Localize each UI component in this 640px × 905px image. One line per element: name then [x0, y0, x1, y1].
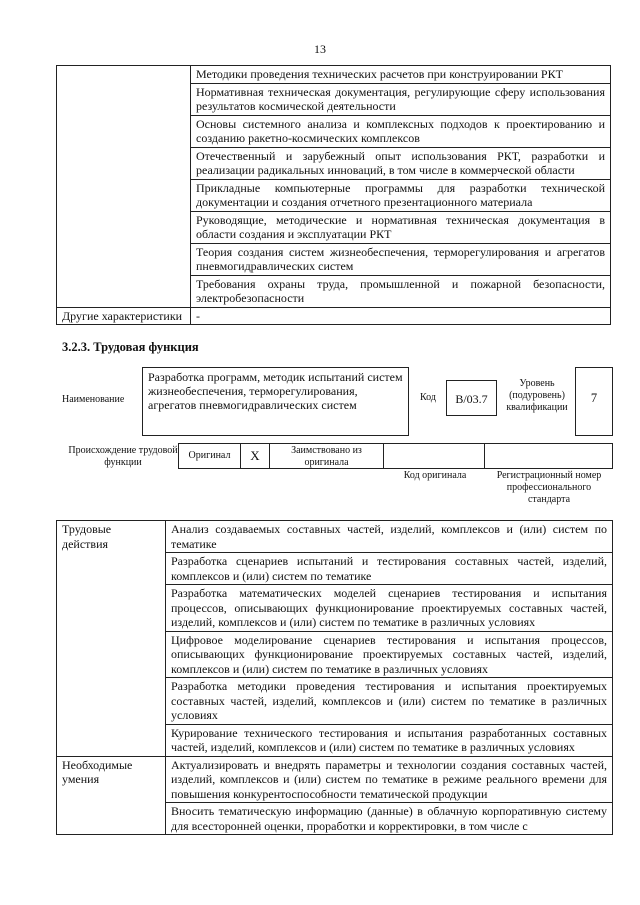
section-title: 3.2.3. Трудовая функция	[62, 340, 199, 354]
other-characteristics-value: -	[191, 307, 611, 325]
function-name-box: Разработка программ, методик испытаний систем жизнеобеспечения, терморегулирования, агрегатов пневмогидравлических систем	[142, 367, 409, 436]
table-row	[57, 66, 611, 84]
skills-label: Необходимые умения	[57, 756, 166, 835]
code-box: B/03.7	[446, 380, 497, 416]
action-item: Разработка сценариев испытаний и тестирования составных частей, изделий, комплексов и (или) систем по тематике	[166, 553, 613, 585]
other-characteristics-label: Другие характеристики	[57, 307, 191, 325]
knowledge-item: Основы системного анализа и комплексных подходов к проектированию и созданию ракетно-космических комплексов	[191, 115, 611, 147]
work-table	[56, 520, 613, 835]
origin-label: Происхождение трудовой функции	[68, 445, 178, 468]
table-row	[57, 756, 613, 803]
original-mark: X	[240, 443, 270, 469]
actions-label: Трудовые действия	[57, 521, 166, 757]
knowledge-item: Руководящие, методические и нормативная техническая документация в области создания и эксплуатации РКТ	[191, 211, 611, 243]
knowledge-table	[56, 65, 611, 325]
knowledge-item: Теория создания систем жизнеобеспечения, терморегулирования и агрегатов пневмогидравлических систем	[191, 243, 611, 275]
action-item: Разработка математических моделей сценариев тестирования и испытания процессов, описывающих функционирование проектируемых составных частей, изделий, комплексов и (или) систем по тематике в различных условиях	[166, 585, 613, 632]
action-item: Разработка методики проведения тестирования и испытания проектируемых составных частей, изделий, комплексов и (или) систем по тематике в различных условиях	[166, 678, 613, 725]
reg-number-label: Регистрационный номер профессионального стандарта	[496, 470, 602, 505]
table-row	[57, 307, 611, 325]
original-cell: Оригинал	[178, 443, 241, 469]
table-row	[57, 521, 613, 553]
qualification-level-label: Уровень (подуровень) квалификации	[506, 378, 568, 413]
code-label: Код	[420, 392, 436, 403]
knowledge-item: Отечественный и зарубежный опыт использования РКТ, разработки и реализации радикальных инноваций, в том числе в коммерческой области	[191, 147, 611, 179]
knowledge-label-cell	[57, 66, 191, 308]
action-item: Курирование технического тестирования и испытания разработанных составных частей, изделий, комплексов и (или) систем по тематике в различных условиях	[166, 724, 613, 756]
knowledge-item: Нормативная техническая документация, регулирующие сферу использования результатов космической деятельности	[191, 83, 611, 115]
action-item: Анализ создаваемых составных частей, изделий, комплексов и (или) систем по тематике	[166, 521, 613, 553]
skill-item: Актуализировать и внедрять параметры и технологии создания составных частей, изделий, комплексов и (или) систем по тематике в режиме реального времени для повышения конкурентоспособности тематической продукции	[166, 756, 613, 803]
qualification-level-box: 7	[575, 367, 613, 436]
knowledge-item: Методики проведения технических расчетов при конструировании РКТ	[191, 66, 611, 84]
action-item: Цифровое моделирование сценариев тестирования и испытания процессов, описывающих функционирование проектируемых составных частей, изделий, комплексов и (или) систем по тематике в различных условиях	[166, 631, 613, 678]
skill-item: Вносить тематическую информацию (данные) в облачную корпоративную систему для всесторонней оценки, проработки и корректировки, в том числе с	[166, 803, 613, 835]
knowledge-item: Прикладные компьютерные программы для разработки технической документации и создания отчетного презентационного материала	[191, 179, 611, 211]
knowledge-item: Требования охраны труда, промышленной и пожарной безопасности, электробезопасности	[191, 275, 611, 307]
original-code-cell	[383, 443, 485, 469]
reg-number-cell	[484, 443, 613, 469]
original-code-label: Код оригинала	[403, 470, 467, 481]
name-label: Наименование	[62, 394, 125, 405]
borrowed-cell: Заимствовано из оригинала	[269, 443, 384, 469]
page-number: 13	[314, 42, 326, 56]
